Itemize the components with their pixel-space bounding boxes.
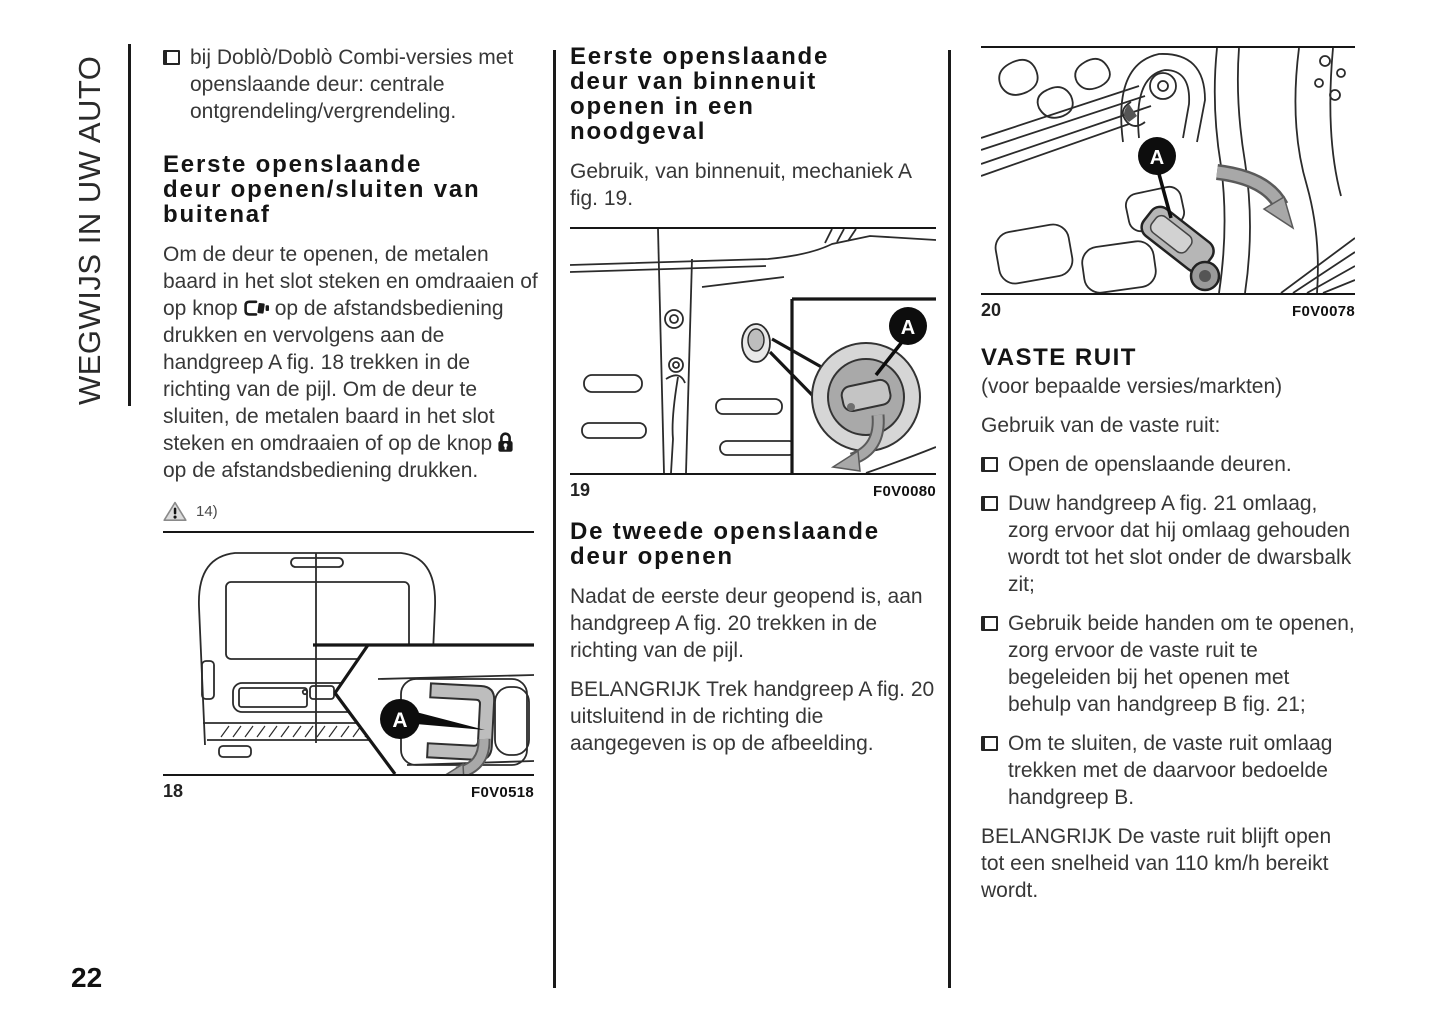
lock-icon bbox=[497, 431, 514, 453]
paragraph-important-handle: BELANGRIJK Trek handgreep A fig. 20 uitsluitend in de richting die aangegeven is op de afbeelding. bbox=[570, 678, 935, 755]
heading-line: Eerste openslaande bbox=[570, 43, 830, 70]
section-heading-second-door bbox=[570, 519, 938, 569]
list-item bbox=[981, 451, 1357, 478]
heading-line: De tweede openslaande bbox=[570, 518, 880, 545]
section-heading-fixed-window: VASTE RUIT bbox=[981, 344, 1137, 371]
figure-19-number: 19 bbox=[570, 480, 591, 500]
list-item-text: Gebruik beide handen om te openen, zorg ervoor de vaste ruit te begeleiden bij het openen met behulp van handgreep B fig. 21; bbox=[1008, 612, 1355, 716]
column-separator-2 bbox=[948, 50, 951, 988]
list-item-text: Om te sluiten, de vaste ruit omlaag trekken met de daarvoor bedoelde handgreep B. bbox=[1008, 732, 1333, 809]
warning-triangle-icon bbox=[163, 501, 187, 522]
square-bullet-icon bbox=[981, 457, 998, 472]
paragraph-important-window: BELANGRIJK De vaste ruit blijft open tot een snelheid van 110 km/h bereikt wordt. bbox=[981, 825, 1332, 902]
figure-20-callout-a: A bbox=[1149, 147, 1165, 169]
heading-line: deur openen bbox=[570, 543, 734, 570]
column-2-bottom bbox=[570, 519, 938, 757]
figure-19-frame bbox=[570, 227, 936, 475]
paragraph-text: Om de deur te openen, de metalen baard in het slot steken en omdraaien of op knop bbox=[163, 243, 538, 320]
list-item bbox=[163, 44, 541, 125]
column-2-top bbox=[570, 44, 938, 212]
paragraph-open-close-outside bbox=[163, 241, 541, 484]
figure-19 bbox=[570, 227, 936, 501]
warning-reference bbox=[163, 501, 541, 522]
figure-19-illustration bbox=[570, 229, 936, 473]
figure-18 bbox=[163, 531, 534, 802]
list-item-text: Duw handgreep A fig. 21 omlaag, zorg ervoor dat hij omlaag gehouden wordt tot het slot onder de dwarsbalk zit; bbox=[1008, 492, 1352, 596]
figure-20-number: 20 bbox=[981, 300, 1002, 320]
warning-note-number: 14) bbox=[196, 503, 218, 520]
square-bullet-icon bbox=[981, 736, 998, 751]
figure-18-number: 18 bbox=[163, 781, 184, 801]
heading-line: noodgeval bbox=[570, 118, 707, 145]
column-1 bbox=[163, 44, 541, 522]
figure-18-code: F0V0518 bbox=[471, 784, 534, 801]
subheading-versions-markets: (voor bepaalde versies/markten) bbox=[981, 375, 1283, 398]
list-item-text: Open de openslaande deuren. bbox=[1008, 453, 1292, 476]
square-bullet-icon bbox=[163, 50, 180, 65]
heading-line: Eerste openslaande bbox=[163, 151, 423, 178]
list-item-text: bij Doblò/Doblò Combi-versies met openslaande deur: centrale ontgrendeling/vergrendeling. bbox=[190, 46, 514, 123]
figure-18-callout-a: A bbox=[392, 709, 408, 732]
paragraph-text: op de afstandsbediening drukken en vervolgens aan de handgreep A fig. 18 trekken in de richting van de pijl. Om de deur te sluiten, de metalen baard in het slot steken en omdraaien of op de knop bbox=[163, 297, 504, 455]
paragraph-second-door: Nadat de eerste deur geopend is, aan handgreep A fig. 20 trekken in de richting van de pijl. bbox=[570, 585, 923, 662]
heading-line: buitenaf bbox=[163, 201, 271, 228]
sidebar-rule bbox=[128, 44, 131, 406]
figure-20-frame bbox=[981, 46, 1355, 295]
column-separator-1 bbox=[553, 50, 556, 988]
paragraph-text: op de afstandsbediening drukken. bbox=[163, 459, 479, 482]
door-unlock-remote-icon bbox=[243, 299, 270, 318]
heading-line: deur van binnenuit bbox=[570, 68, 818, 95]
page-number: 22 bbox=[71, 962, 103, 993]
heading-line: deur openen/sluiten van bbox=[163, 176, 481, 203]
figure-20-code: F0V0078 bbox=[1292, 303, 1355, 320]
figure-19-code: F0V0080 bbox=[873, 483, 936, 500]
section-heading-emergency-open bbox=[570, 44, 938, 144]
figure-18-illustration bbox=[163, 533, 534, 774]
sidebar-section-title: WEGWIJS IN UW AUTO bbox=[72, 55, 107, 405]
figure-20 bbox=[981, 46, 1355, 321]
square-bullet-icon bbox=[981, 616, 998, 631]
paragraph-fixed-window-intro: Gebruik van de vaste ruit: bbox=[981, 414, 1221, 437]
figure-20-illustration bbox=[981, 48, 1355, 293]
list-item bbox=[981, 730, 1357, 811]
square-bullet-icon bbox=[981, 496, 998, 511]
section-heading-open-close-outside bbox=[163, 152, 541, 227]
list-item bbox=[981, 490, 1357, 598]
figure-18-frame bbox=[163, 531, 534, 776]
list-item bbox=[981, 610, 1357, 718]
column-3-text bbox=[981, 345, 1357, 904]
heading-line: openen in een bbox=[570, 93, 755, 120]
paragraph-emergency-open: Gebruik, van binnenuit, mechaniek A fig. 19. bbox=[570, 160, 911, 210]
figure-19-callout-a: A bbox=[900, 317, 916, 339]
